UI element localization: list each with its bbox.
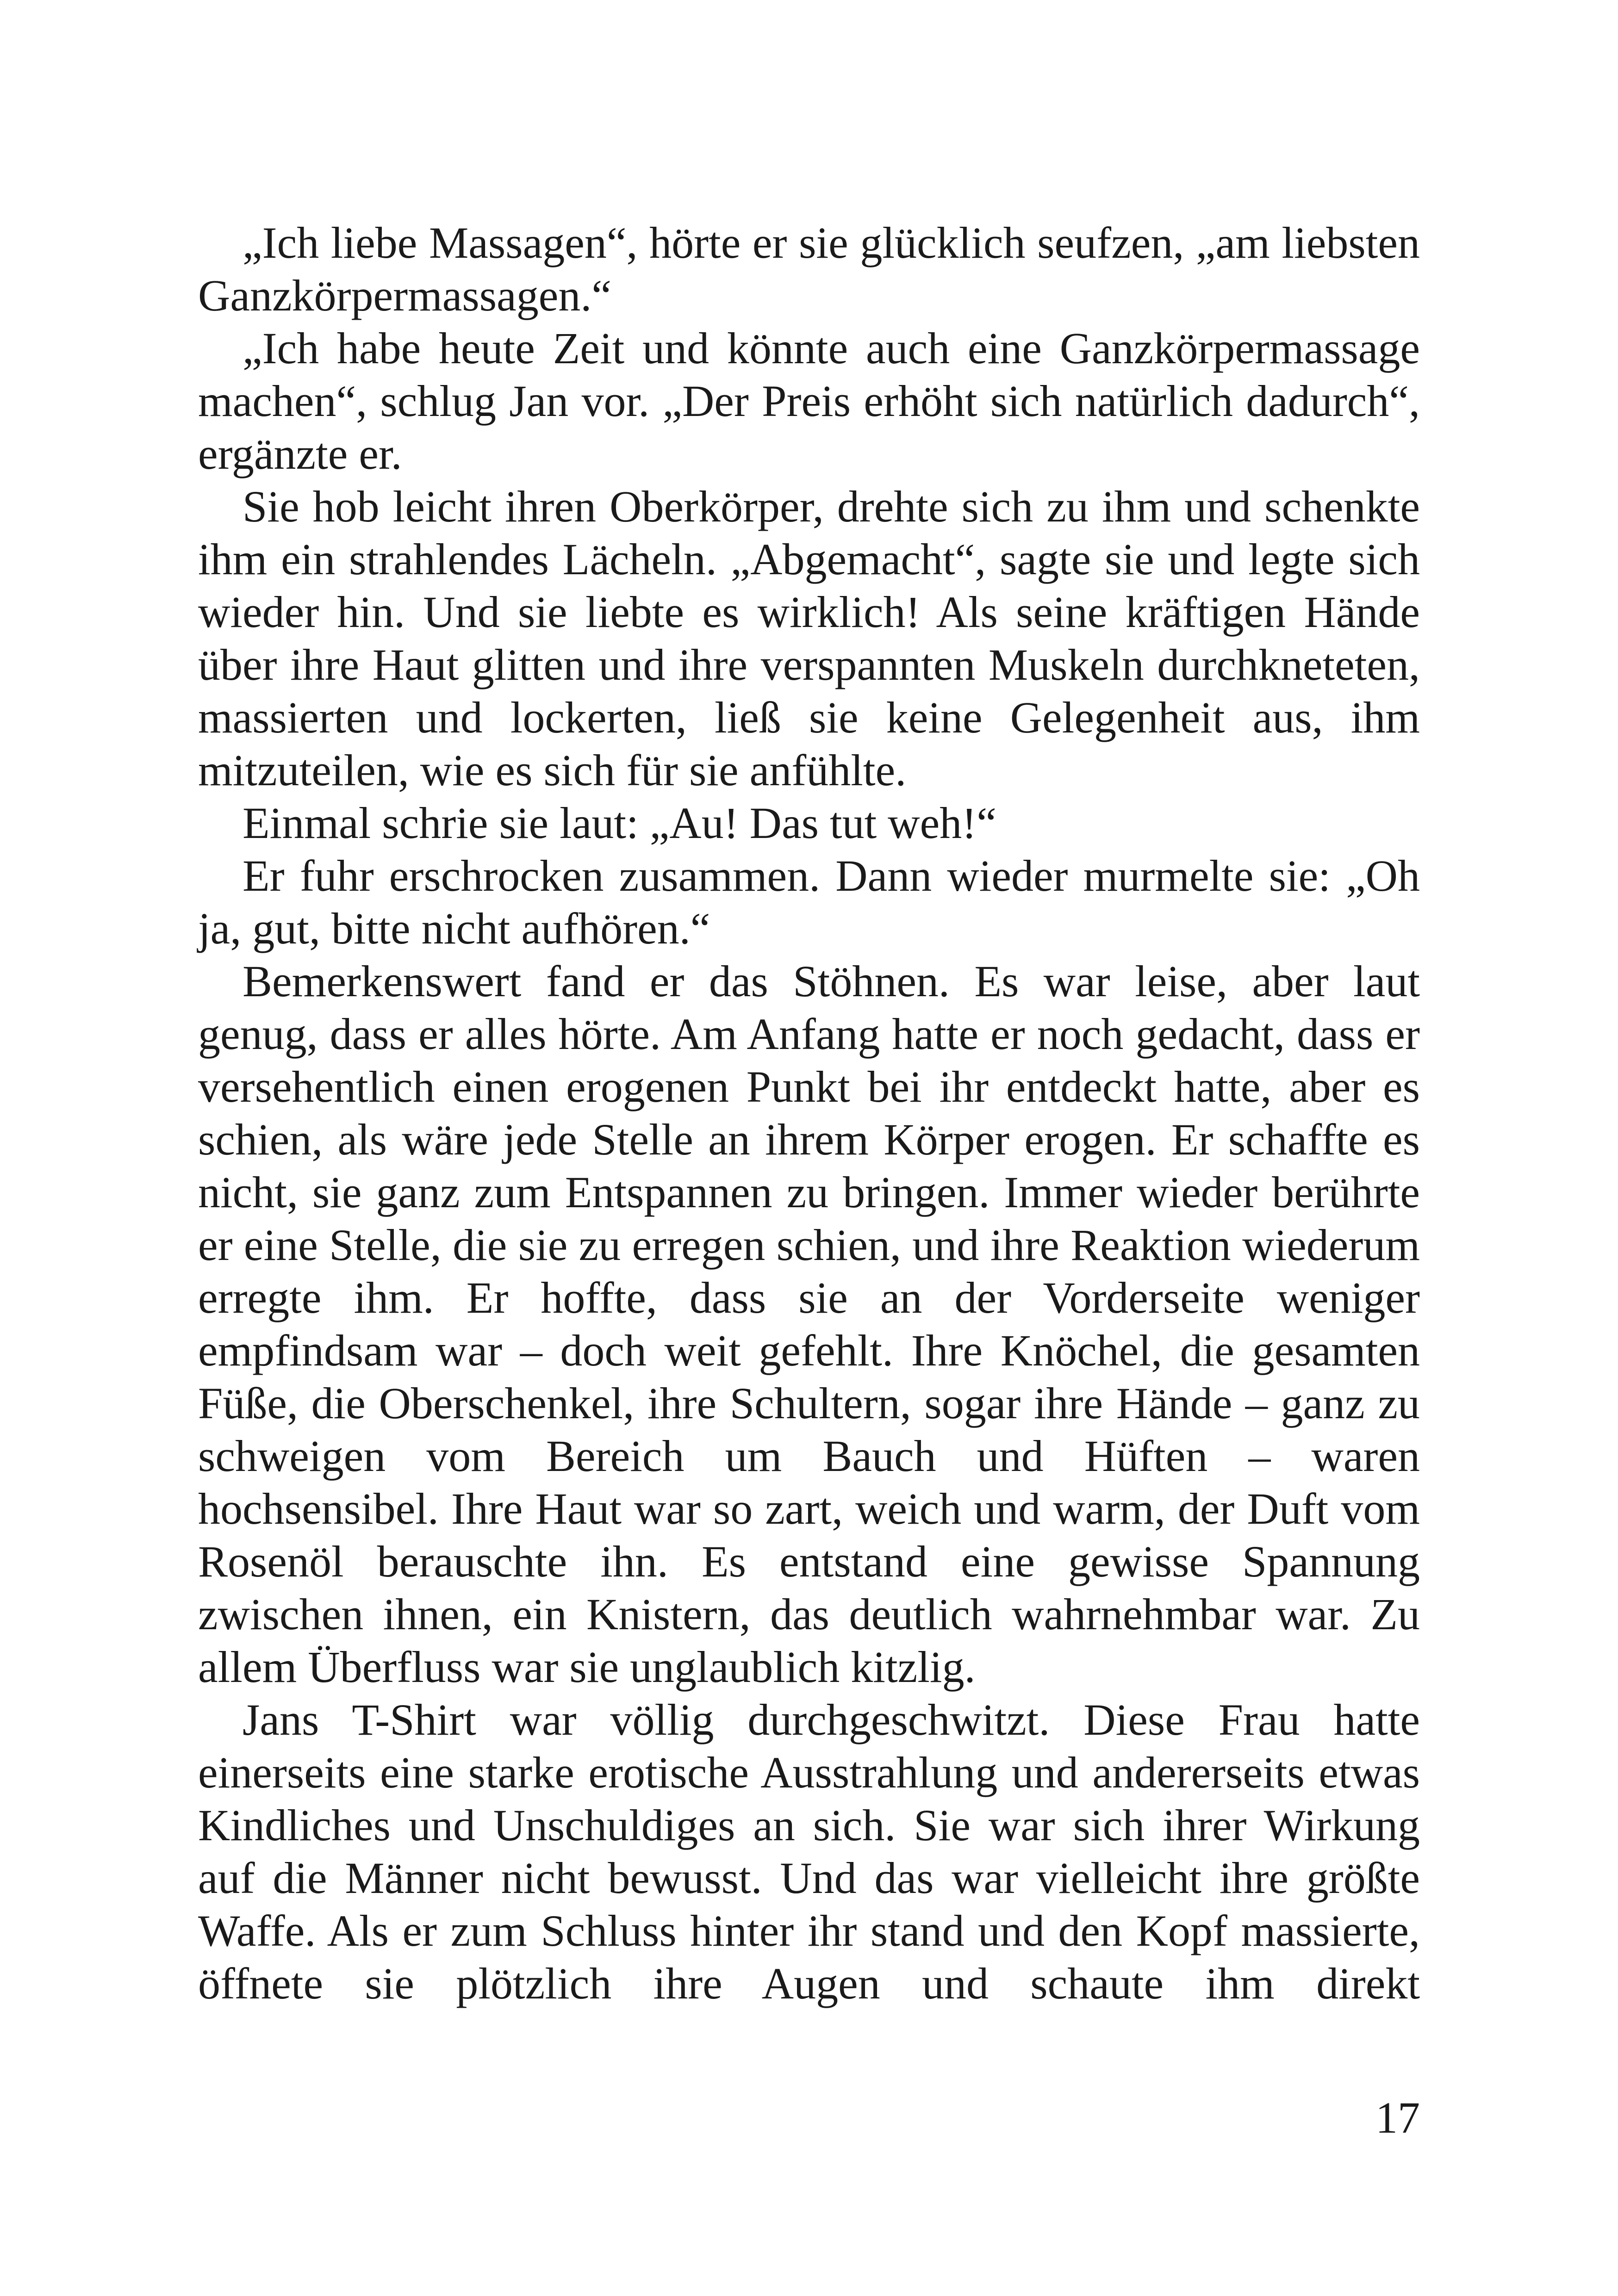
paragraph: Einmal schrie sie laut: „Au! Das tut weh!“ <box>243 798 996 848</box>
body-text <box>198 217 1420 2010</box>
paragraph: Er fuhr erschrocken zusammen. Dann wieder murmelte sie: „Oh ja, gut, bitte nicht aufhören.“ <box>198 851 1420 953</box>
paragraph: Sie hob leicht ihren Oberkörper, drehte sich zu ihm und schenkte ihm ein strahlendes Lächeln. „Abgemacht“, sagte sie und legte sich wieder hin. Und sie liebte es wirklich! Als seine kräftigen Hände über ihre Haut glitten und ihre verspannten Muskeln durchkneteten, massierten und lockerten, ließ sie keine Gelegenheit aus, ihm mitzuteilen, wie es sich für sie anfühlte. <box>198 482 1420 795</box>
paragraph: Bemerkenswert fand er das Stöhnen. Es war leise, aber laut genug, dass er alles hörte. Am Anfang hatte er noch gedacht, dass er versehentlich einen erogenen Punkt bei ihr entdeckt hatte, aber es schien, als wäre jede Stelle an ihrem Körper erogen. Er schaffte es nicht, sie ganz zum Entspannen zu bringen. Immer wieder berührte er eine Stelle, die sie zu erregen schien, und ihre Reaktion wiederum erregte ihm. Er hoffte, dass sie an der Vorderseite weniger empfindsam war – doch weit gefehlt. Ihre Knöchel, die gesamten Füße, die Oberschenkel, ihre Schultern, sogar ihre Hände – ganz zu schweigen vom Bereich um Bauch und Hüften – waren hochsensibel. Ihre Haut war so zart, weich und warm, der Duft vom Rosenöl berauschte ihn. Es entstand eine gewisse Spannung zwischen ihnen, ein Knistern, das deutlich wahrnehmbar war. Zu allem Überfluss war sie unglaublich kitzlig. <box>198 956 1420 1692</box>
page-number: 17 <box>1375 2093 1420 2142</box>
paragraph: Jans T-Shirt war völlig durchgeschwitzt. Diese Frau hatte einerseits eine starke erotische Ausstrahlung und andererseits etwas Kindliches und Unschuldiges an sich. Sie war sich ihrer Wirkung auf die Männer nicht bewusst. Und das war vielleicht ihre größte Waffe. Als er zum Schluss hinter ihr stand und den Kopf massierte, öffnete sie plötzlich ihre Augen und schaute ihm direkt <box>198 1695 1420 2008</box>
paragraph: „Ich liebe Massagen“, hörte er sie glücklich seufzen, „am liebsten Ganzkörpermassagen.“ <box>198 218 1420 320</box>
paragraph: „Ich habe heute Zeit und könnte auch eine Ganzkörpermassage machen“, schlug Jan vor. „Der Preis erhöht sich natürlich dadurch“, ergänzte er. <box>198 323 1420 478</box>
